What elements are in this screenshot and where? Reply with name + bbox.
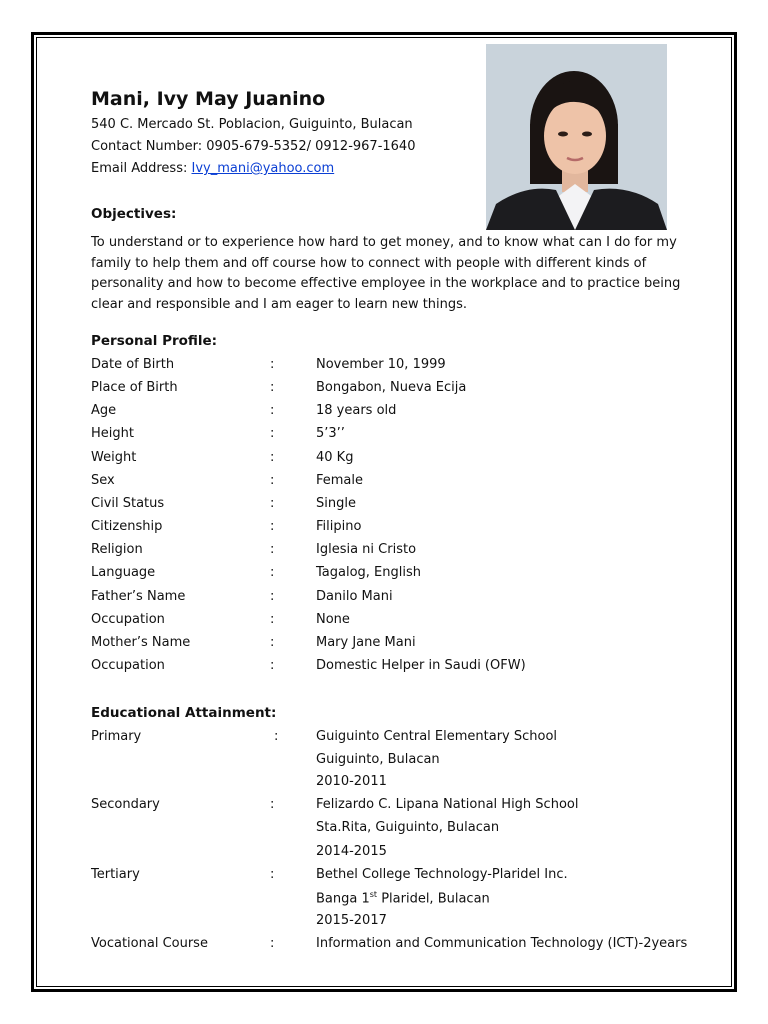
profile-label: Language xyxy=(91,565,156,581)
school-place: Guiguinto, Bulacan xyxy=(316,752,440,767)
colon-separator: : xyxy=(270,634,275,650)
education-label: Secondary xyxy=(91,797,160,812)
profile-label: Weight xyxy=(91,449,137,465)
profile-label: Date of Birth xyxy=(91,357,175,372)
profile-label: Age xyxy=(91,403,117,419)
contact-number xyxy=(91,139,415,154)
profile-value: Danilo Mani xyxy=(316,588,393,604)
ordinal-suffix: st xyxy=(369,890,378,899)
colon-separator: : xyxy=(270,380,275,396)
profile-heading: Personal Profile: xyxy=(91,333,218,349)
colon-separator: : xyxy=(270,797,275,812)
place-part: Plaridel, Bulacan xyxy=(377,891,490,907)
colon-separator: : xyxy=(270,657,275,673)
profile-value: Iglesia ni Cristo xyxy=(316,542,417,558)
colon-separator: : xyxy=(270,449,275,465)
profile-label: Mother’s Name xyxy=(91,634,191,650)
school-name: Guiguinto Central Elementary School xyxy=(316,729,558,744)
profile-label: Occupation xyxy=(91,611,165,627)
colon-separator: : xyxy=(274,729,279,744)
colon-separator: : xyxy=(270,472,275,488)
school-years: 2010-2011 xyxy=(316,774,387,789)
school-name: Bethel College Technology-Plaridel Inc. xyxy=(316,867,568,882)
education-label: Tertiary xyxy=(91,867,140,882)
school-place: Sta.Rita, Guiguinto, Bulacan xyxy=(316,820,500,835)
address: 540 C. Mercado St. Poblacion, Guiguinto, Bulacan xyxy=(91,117,413,132)
profile-value: Female xyxy=(316,472,364,488)
colon-separator: : xyxy=(270,357,275,372)
colon-separator: : xyxy=(270,565,275,581)
profile-label: Father’s Name xyxy=(91,588,186,604)
profile-label: Place of Birth xyxy=(91,380,178,396)
school-years: 2014-2015 xyxy=(316,844,387,859)
profile-label: Religion xyxy=(91,542,143,558)
email-label: Email Address: xyxy=(91,161,188,176)
objectives-text: To understand or to experience how hard to get money, and to know what can I do for my family to help them and off course how to connect with people with different kinds of personality and how to become effective employee in the workplace and to practice being clear and responsible and I am eager to learn new things. xyxy=(91,235,681,312)
contact-label: Contact Number: xyxy=(91,139,203,154)
school-name: Felizardo C. Lipana National High School xyxy=(316,797,579,812)
applicant-name: Mani, Ivy May Juanino xyxy=(91,88,326,110)
email-address xyxy=(91,161,334,176)
vocational-course: Information and Communication Technology (ICT)-2years xyxy=(316,936,688,951)
email-link[interactable]: Ivy_mani@yahoo.com xyxy=(191,161,335,176)
objectives-heading: Objectives: xyxy=(91,206,177,222)
colon-separator: : xyxy=(270,426,275,442)
school-place xyxy=(316,890,490,906)
profile-value: November 10, 1999 xyxy=(316,357,446,372)
school-years: 2015-2017 xyxy=(316,913,387,928)
colon-separator: : xyxy=(270,403,275,419)
place-part: Banga 1 xyxy=(316,891,370,907)
profile-value: None xyxy=(316,611,350,627)
colon-separator: : xyxy=(270,588,275,604)
profile-label: Height xyxy=(91,426,134,442)
colon-separator: : xyxy=(270,867,275,882)
profile-label: Civil Status xyxy=(91,495,165,511)
colon-separator: : xyxy=(270,542,275,558)
contact-value: 0905-679-5352/ 0912-967-1640 xyxy=(206,139,416,154)
profile-value: Tagalog, English xyxy=(316,565,421,581)
profile-value: Single xyxy=(316,495,356,511)
profile-value: Domestic Helper in Saudi (OFW) xyxy=(316,657,526,673)
profile-value: Bongabon, Nueva Ecija xyxy=(316,380,467,396)
education-label: Primary xyxy=(91,729,142,744)
colon-separator: : xyxy=(270,611,275,627)
profile-label: Occupation xyxy=(91,657,165,673)
profile-value: Filipino xyxy=(316,519,362,535)
education-heading: Educational Attainment: xyxy=(91,705,277,721)
profile-photo xyxy=(486,44,667,230)
profile-value: Mary Jane Mani xyxy=(316,634,416,650)
profile-value: 5’3’’ xyxy=(316,426,345,442)
education-label: Vocational Course xyxy=(91,936,208,951)
profile-label: Citizenship xyxy=(91,519,163,535)
profile-value: 40 Kg xyxy=(316,449,354,465)
colon-separator: : xyxy=(270,936,275,951)
colon-separator: : xyxy=(270,519,275,535)
colon-separator: : xyxy=(270,495,275,511)
profile-value: 18 years old xyxy=(316,403,397,419)
profile-label: Sex xyxy=(91,472,115,488)
